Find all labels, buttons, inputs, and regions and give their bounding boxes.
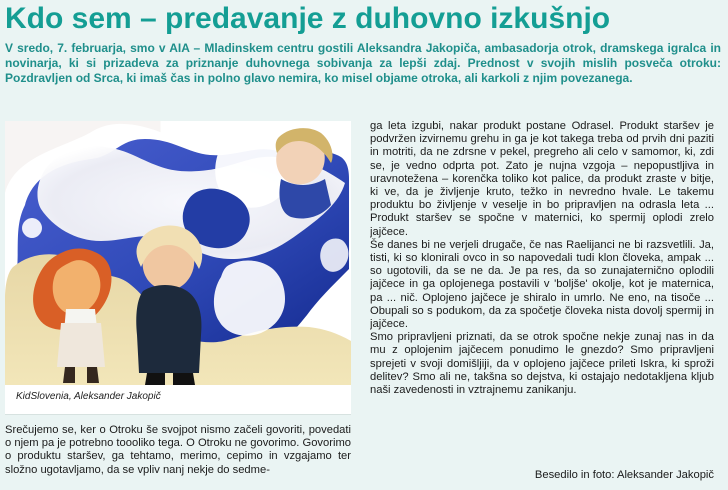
left-column-text: Srečujemo se, ker o Otroku še svojpot nismo začeli govoriti, povedati o njem pa je potrebno toooliko tega. O Otroku ne govorimo. Govorimo o produktu staršev, ga tehtamo, merimo, cepimo in vzgajamo ter složno ugotavljamo, da se vpliv nanj nekje do sedme- bbox=[5, 424, 351, 476]
right-paragraph-2: Še danes bi ne verjeli drugače, če nas Raelijanci ne bi razsvetlili. Ja, tisti, ki so klonirali ovco in so napovedali tudi klon človeka, ampak ... so ugotovili, da se ne da. Je pa res, da so zunajaternično oplodili jajčece in ga oplojenega postavili v 'boljše' okolje, kot je maternica, pa ... nič. Oplojeno jajčece je shiralo in umrlo. Ne eno, na tisoče ... Obupali so s podukom, da za spočetje človeka nista dovolj spermij in jajčece. bbox=[370, 238, 714, 331]
children-map-collage bbox=[5, 121, 351, 385]
article-photo bbox=[5, 121, 351, 385]
article-credit: Besedilo in foto: Aleksander Jakopič bbox=[534, 469, 714, 481]
article-title: Kdo sem – predavanje z duhovno izkušnjo bbox=[5, 2, 611, 35]
photo-caption: KidSlovenia, Aleksander Jakopič bbox=[16, 391, 161, 402]
right-paragraph-3: Smo pripravljeni priznati, da se otrok spočne nekje zunaj nas in da mu z oplojenim jajčecem ponudimo le gnezdo? Smo pripravljeni sprejeti v svoji domišljiji, da v oplojeno jajčece prileti Iskra, ki sproži delitev? Smo ali ne, takšna so dejstva, ki ostajajo nedotakljena kljub naši zavedenosti in vztrajnemu zanikanju. bbox=[370, 331, 714, 397]
article-lead: V sredo, 7. februarja, smo v AIA – Mladinskem centru gostili Aleksandra Jakopiča, ambasadorja otrok, dramskega igralca in novinarja, ki si prizadeva za priznanje duhovnega sobivanja za lepši zdaj. Prednost v svojih mislih posveča otroku: Pozdravljen od Srca, ki imaš čas in polno glavo nemira, ko misel objame otroka, ali karkoli z njim povezanega. bbox=[5, 41, 721, 85]
right-paragraph-1: ga leta izgubi, nakar produkt postane Odrasel. Produkt staršev je podvržen izvirnemu grehu in ga je kot takega treba od prvih dni paziti in motriti, da ne zdrsne v pekel, pregreho ali celo v samomor, ki, zdi se, je vedno odprta pot. Zato je nujna vzgoja – nepopustljiva in uravnotežena – korenčka toliko kot palice, da produkt zraste v bitje, ki ve, da je življenje kruto, težko in nevredno hvale. Le takemu produktu bo življenje v veselje in bo pripravljen na odrasla leta ... Produkt staršev se spočne v maternici, ko spermij oplodi zrelo jajčece. bbox=[370, 120, 714, 238]
right-column bbox=[370, 120, 714, 426]
photo-caption-box bbox=[5, 385, 351, 415]
